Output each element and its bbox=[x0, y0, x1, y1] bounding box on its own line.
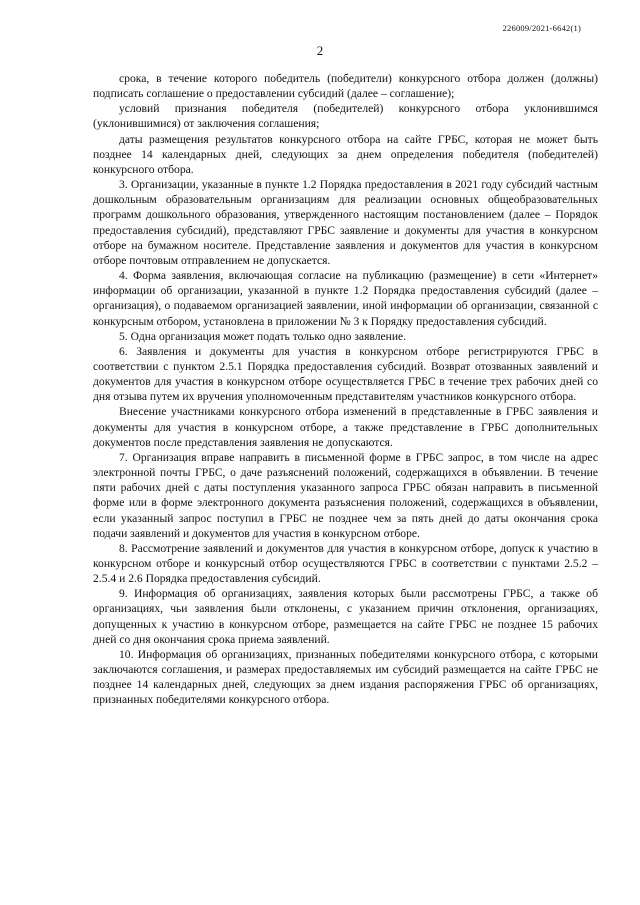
document-body bbox=[93, 71, 598, 708]
paragraph-evasion-conditions: условий признания победителя (победителей) конкурсного отбора уклонившимся (уклонившимися) от заключения соглашения; bbox=[93, 102, 598, 131]
paragraph-item-10: 10. Информация об организациях, признанных победителями конкурсного отбора, с которыми заключаются соглашения, и размерах предоставляемых им субсидий размещается на сайте ГРБС не позднее 14 календарных дней, следующих за днем издания распоряжения ГРБС об организациях, признанных победителями конкурсного отбора. bbox=[93, 647, 598, 707]
paragraph-item-5: 5. Одна организация может подать только одно заявление. bbox=[119, 329, 407, 343]
paragraph-item-9: 9. Информация об организациях, заявления которых были рассмотрены ГРБС, а также об организациях, чьи заявления были отклонены, с указанием причин отклонения, организациях, допущенных к участию в конкурсном отборе, размещается на сайте ГРБС не позднее 15 рабочих дней со дня окончания срока приема заявлений. bbox=[93, 587, 598, 646]
document-number: 226009/2021-6642(1) bbox=[502, 23, 581, 33]
paragraph-item-3: 3. Организации, указанные в пункте 1.2 Порядка предоставления в 2021 году субсидий частным дошкольным образовательным организациям для реализации основных общеобразовательных программ дошкольного образования, утвержденного настоящим постановлением (далее – Порядок предоставления субсидий), представляют ГРБС заявление и документы для участия в конкурсном отборе на бумажном носителе. Представление заявления и документов для участия в конкурсном отборе почтовым отправлением не допускается. bbox=[93, 178, 598, 267]
paragraph-deadline-signing: срока, в течение которого победитель (победители) конкурсного отбора должен (должны) подписать соглашение о предоставлении субсидий (далее – соглашение); bbox=[93, 72, 598, 101]
paragraph-item-8: 8. Рассмотрение заявлений и документов для участия в конкурсном отборе, допуск к участию в конкурсном отборе и конкурсный отбор осуществляются ГРБС в соответствии с пунктами 2.5.2 – 2.5.4 и 2.6 Порядка предоставления субсидий. bbox=[93, 541, 598, 586]
paragraph-item-7: 7. Организация вправе направить в письменной форме в ГРБС запрос, в том числе на адрес электронной почты ГРБС, о даче разъяснений положений, содержащихся в объявлении. В течение пяти рабочих дней с даты поступления указанного запроса ГРБС обязан направить в письменной форме или в форме электронного документа разъяснения положений, содержащихся в объявлении, если указанный запрос поступил в ГРБС не позднее чем за пять дней до даты окончания срока подачи заявлений и документов для участия в конкурсном отборе. bbox=[93, 450, 598, 540]
page-number: 2 bbox=[316, 43, 324, 58]
paragraph-item-6: 6. Заявления и документы для участия в конкурсном отборе регистрируются ГРБС в соответствии с пунктом 2.5.1 Порядка предоставления субсидий. Возврат отозванных заявлений и документов для участия в конкурсном отборе осуществляется ГРБС в течение трех рабочих дней со дня отзыва путем их вручения уполномоченным представителям участников конкурсного отбора. bbox=[93, 344, 598, 404]
paragraph-results-date: даты размещения результатов конкурсного отбора на сайте ГРБС, которая не может быть позднее 14 календарных дней, следующих за днем определения победителя (победителей) конкурсного отбора. bbox=[93, 132, 598, 176]
paragraph-item-4: 4. Форма заявления, включающая согласие на публикацию (размещение) в сети «Интернет» информации об организации, указанной в пункте 1.2 Порядка предоставления субсидий (далее – организация), о подаваемом организацией заявлении, иной информации об организации, связанной с конкурсным отбором, установлена в приложении № 3 к Порядку предоставления субсидий. bbox=[93, 269, 598, 328]
paragraph-item-6-changes: Внесение участниками конкурсного отбора изменений в представленные в ГРБС заявления и документы для участия в конкурсном отборе, а также представление в ГРБС дополнительных документов после представления заявления не допускаются. bbox=[93, 405, 598, 449]
